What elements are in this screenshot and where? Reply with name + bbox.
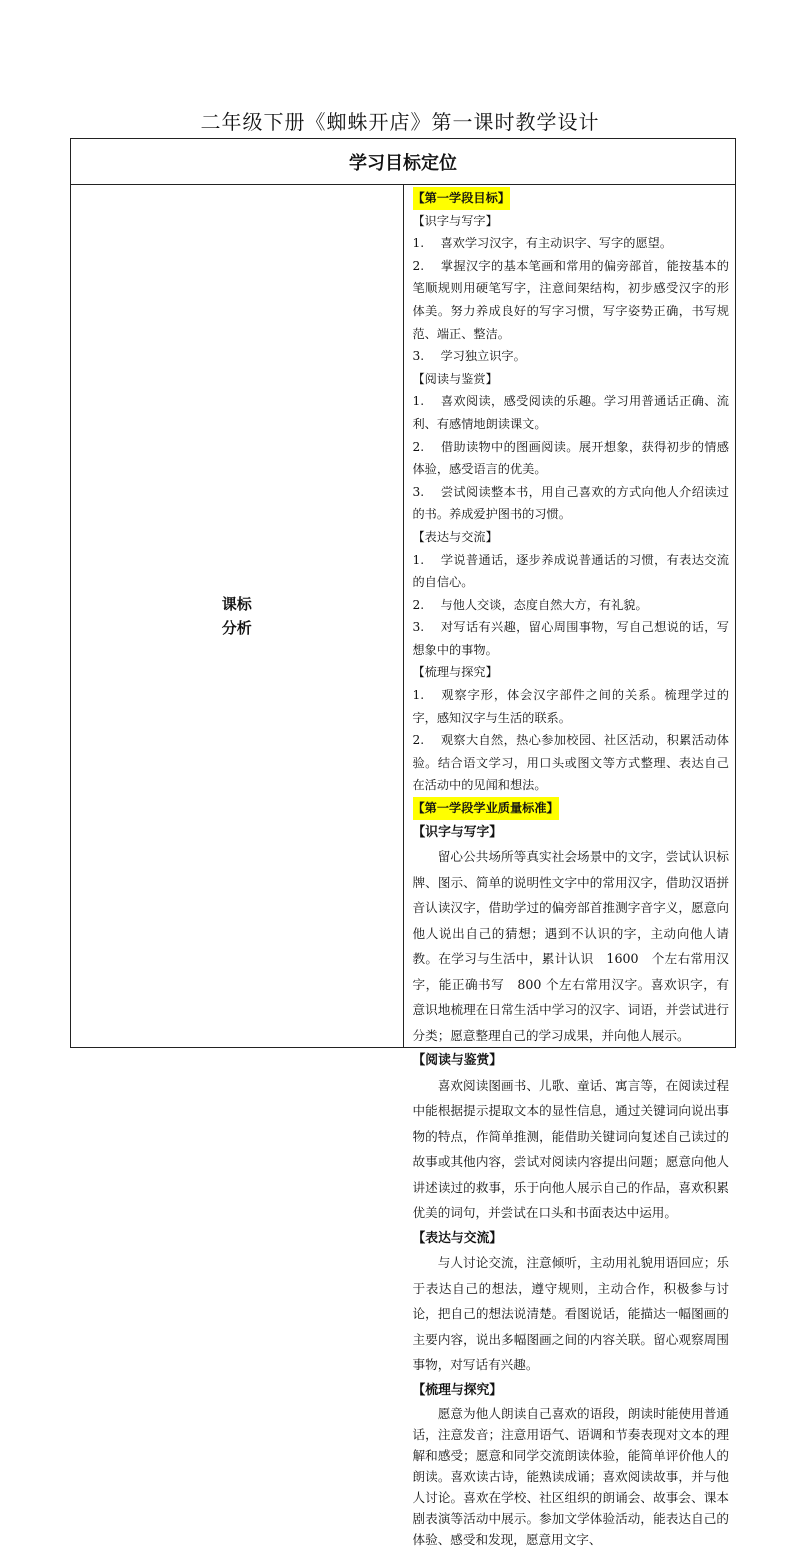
- list-item: [413, 345, 730, 368]
- item-number: 2.: [412, 258, 425, 273]
- standard-groups: [413, 822, 730, 1550]
- goal-groups: [413, 210, 730, 797]
- item-number: 2.: [412, 733, 425, 748]
- row-label-line: 课标: [221, 595, 252, 613]
- subheading: 【识字与写字】: [412, 213, 498, 228]
- subheading: 【阅读与鉴赏】: [412, 371, 498, 386]
- content-body: [412, 187, 730, 1547]
- item-text: 学习独立识字。: [440, 349, 526, 364]
- subheading: 【阅读与鉴赏】: [412, 1053, 503, 1069]
- item-text: 与他人交谈，态度自然大方，有礼貌。: [440, 597, 648, 612]
- item-number: 1.: [412, 236, 425, 251]
- subheading: 【表达与交流】: [412, 529, 498, 544]
- list-item: [413, 684, 730, 729]
- item-text: 掌握汉字的基本笔画和常用的偏旁部首，能按基本的笔顺规则用硬笔写字，注意间架结构，初步感受汉字的形体美。努力养成良好的写字习惯，写字姿势正确，书写规范、端正、整洁。: [412, 258, 729, 341]
- list-item: [413, 729, 730, 797]
- list-item: [413, 616, 730, 661]
- content-cell: [403, 185, 736, 1547]
- paragraph: 喜欢阅读图画书、儿歌、童话、寓言等，在阅读过程中能根据提示提取文本的显性信息，通过关键词向说出事物的特点，作简单推测，能借助关键词向复述自己读过的故事或其他内容，尝试对阅读内容提出问题；愿意向他人讲述读过的救事，乐于向他人展示自己的作品，喜欢积累优美的词句，并尝试在口头和书面表达中运用。: [412, 1077, 729, 1221]
- document-title: 二年级下册《蜘蛛开店》第一课时教学设计: [200, 110, 600, 134]
- item-text: 观察大自然，热心参加校园、社区活动，积累活动体验。结合语文学习，用口头或图文等方式整理、表达自己在活动中的见闻和想法。: [412, 733, 729, 793]
- item-text: 观察字形，体会汉字部件之间的关系。梳理学过的字，感知汉字与生活的联系。: [412, 688, 729, 725]
- subheading: 【梳理与探究】: [412, 665, 498, 680]
- list-item: [413, 390, 730, 435]
- paragraph: 愿意为他人朗读自己喜欢的语段，朗读时能使用普通话，注意发音；注意用语气、语调和节奏表现对文本的理解和感受；愿意和同学交流朗读体验，能简单评价他人的朗读。喜欢读古诗，能熟读成诵；喜欢阅读故事，并与他人讨论。喜欢在学校、社区组织的朗诵会、故事会、课本剧表演等活动中展示。参加文学体验活动，能表达自己的体验、感受和发现，愿意用文字、: [412, 1405, 729, 1547]
- row-label-line: 分析: [221, 619, 252, 637]
- item-number: 3.: [412, 620, 425, 635]
- list-item: [413, 594, 730, 617]
- item-text: 对写话有兴趣，留心周围事物，写自己想说的话，写想象中的事物。: [412, 620, 729, 657]
- item-text: 借助读物中的图画阅读。展开想象，获得初步的情感体验，感受语言的优美。: [412, 439, 729, 477]
- item-number: 1.: [412, 394, 425, 409]
- row-label: [71, 185, 404, 1048]
- section-heading-goals: 【第一学段目标】: [413, 187, 511, 210]
- subheading: 【表达与交流】: [412, 1230, 503, 1246]
- row-label-text: [71, 592, 403, 640]
- paragraph: 留心公共场所等真实社会场景中的文字，尝试认识标牌、图示、简单的说明性文字中的常用汉字，借助汉语拼音认读汉字，借助学过的偏旁部首推测字音字义，愿意向他人说出自己的猜想；遇到不认识的字，主动向他人请教。在学习与生活中，累计认识 1600 个左右常用汉字，能正确书写 800 个左右常用汉字。喜欢识字，有意识地梳理在日常生活中学习的汉字、词语，并尝试进行分类；愿意整理自己的学习成果，并向他人展示。: [412, 849, 729, 1043]
- list-item: [413, 549, 730, 594]
- list-item: [413, 436, 730, 481]
- list-item: [413, 255, 730, 345]
- list-item: [413, 232, 730, 255]
- item-text: 尝试阅读整本书，用自己喜欢的方式向他人介绍读过的书。养成爱护图书的习惯。: [412, 484, 729, 522]
- item-text: 喜欢阅读，感受阅读的乐趣。学习用普通话正确、流利、有感情地朗读课文。: [412, 394, 729, 431]
- section-heading-standards: 【第一学段学业质量标准】: [413, 797, 559, 820]
- list-item: [413, 481, 730, 526]
- item-number: 1.: [412, 688, 425, 703]
- item-number: 1.: [412, 552, 425, 567]
- item-number: 2.: [412, 597, 425, 612]
- design-table: [70, 138, 736, 1547]
- item-number: 2.: [412, 439, 425, 454]
- paragraph: 与人讨论交流，注意倾听，主动用礼貌用语回应；乐于表达自己的想法，遵守规则，主动合作，积极参与讨论，把自己的想法说清楚。看图说话，能描达一幅图画的主要内容，说出多幅图画之间的内容关联。留心观察周围事物，对写话有兴趣。: [412, 1255, 729, 1373]
- subheading: 【识字与写字】: [412, 824, 503, 840]
- item-text: 学说普通话，逐步养成说普通话的习惯，有表达交流的自信心。: [412, 552, 729, 590]
- item-text: 喜欢学习汉字，有主动识字、写字的愿望。: [440, 236, 673, 251]
- item-number: 3.: [412, 484, 425, 499]
- item-number: 3.: [412, 349, 425, 364]
- table-header: 学习目标定位: [71, 139, 736, 185]
- subheading: 【梳理与探究】: [412, 1382, 503, 1398]
